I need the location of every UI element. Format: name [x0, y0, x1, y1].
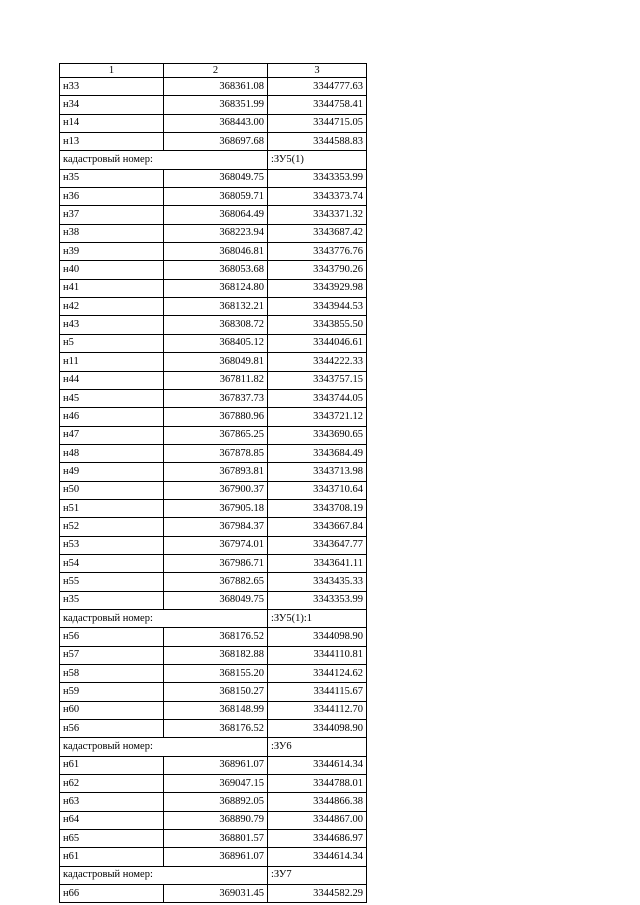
cadastral-label: кадастровый номер: [60, 151, 268, 169]
y-coordinate: 3344046.61 [268, 334, 367, 352]
y-coordinate: 3343721.12 [268, 408, 367, 426]
point-id: н40 [60, 261, 164, 279]
x-coordinate: 368405.12 [164, 334, 268, 352]
point-id: н56 [60, 720, 164, 738]
column-header-1: 1 [60, 64, 164, 78]
x-coordinate: 367878.85 [164, 444, 268, 462]
coordinate-row [60, 96, 367, 114]
point-id: н59 [60, 683, 164, 701]
y-coordinate: 3344115.67 [268, 683, 367, 701]
x-coordinate: 367984.37 [164, 518, 268, 536]
y-coordinate: 3343353.99 [268, 169, 367, 187]
x-coordinate: 368176.52 [164, 720, 268, 738]
coordinate-row [60, 389, 367, 407]
coordinate-row [60, 720, 367, 738]
y-coordinate: 3344588.83 [268, 133, 367, 151]
point-id: н57 [60, 646, 164, 664]
coordinate-row [60, 298, 367, 316]
point-id: н52 [60, 518, 164, 536]
y-coordinate: 3344777.63 [268, 78, 367, 96]
y-coordinate: 3344715.05 [268, 114, 367, 132]
point-id: н55 [60, 573, 164, 591]
cadastral-row [60, 151, 367, 169]
y-coordinate: 3344867.00 [268, 811, 367, 829]
y-coordinate: 3343690.65 [268, 426, 367, 444]
y-coordinate: 3343684.49 [268, 444, 367, 462]
y-coordinate: 3343944.53 [268, 298, 367, 316]
x-coordinate: 368892.05 [164, 793, 268, 811]
x-coordinate: 367880.96 [164, 408, 268, 426]
coordinate-row [60, 775, 367, 793]
y-coordinate: 3343435.33 [268, 573, 367, 591]
x-coordinate: 368132.21 [164, 298, 268, 316]
cadastral-row [60, 609, 367, 627]
x-coordinate: 368049.75 [164, 591, 268, 609]
y-coordinate: 3343744.05 [268, 389, 367, 407]
y-coordinate: 3343371.32 [268, 206, 367, 224]
coordinate-row [60, 371, 367, 389]
y-coordinate: 3343687.42 [268, 224, 367, 242]
x-coordinate: 368176.52 [164, 628, 268, 646]
x-coordinate: 368124.80 [164, 279, 268, 297]
coordinate-row [60, 279, 367, 297]
x-coordinate: 369047.15 [164, 775, 268, 793]
x-coordinate: 368148.99 [164, 701, 268, 719]
y-coordinate: 3344866.38 [268, 793, 367, 811]
point-id: н37 [60, 206, 164, 224]
coordinate-row [60, 573, 367, 591]
point-id: н39 [60, 243, 164, 261]
point-id: н34 [60, 96, 164, 114]
point-id: н51 [60, 499, 164, 517]
cadastral-number: :ЗУ6 [268, 738, 367, 756]
coordinate-row [60, 756, 367, 774]
point-id: н61 [60, 848, 164, 866]
point-id: н60 [60, 701, 164, 719]
x-coordinate: 368223.94 [164, 224, 268, 242]
coordinate-row [60, 481, 367, 499]
point-id: н35 [60, 591, 164, 609]
y-coordinate: 3343929.98 [268, 279, 367, 297]
coordinate-row [60, 848, 367, 866]
y-coordinate: 3343710.64 [268, 481, 367, 499]
coordinate-row [60, 683, 367, 701]
x-coordinate: 367865.25 [164, 426, 268, 444]
x-coordinate: 368182.88 [164, 646, 268, 664]
y-coordinate: 3344686.97 [268, 830, 367, 848]
point-id: н38 [60, 224, 164, 242]
y-coordinate: 3344614.34 [268, 756, 367, 774]
point-id: н14 [60, 114, 164, 132]
x-coordinate: 368059.71 [164, 188, 268, 206]
x-coordinate: 368890.79 [164, 811, 268, 829]
coordinate-row [60, 224, 367, 242]
cadastral-label: кадастровый номер: [60, 738, 268, 756]
point-id: н13 [60, 133, 164, 151]
coordinate-row [60, 646, 367, 664]
cadastral-row [60, 866, 367, 884]
x-coordinate: 368049.81 [164, 353, 268, 371]
coordinate-row [60, 463, 367, 481]
point-id: н53 [60, 536, 164, 554]
point-id: н5 [60, 334, 164, 352]
coordinate-row [60, 316, 367, 334]
x-coordinate: 368697.68 [164, 133, 268, 151]
y-coordinate: 3343641.11 [268, 554, 367, 572]
coordinate-row [60, 811, 367, 829]
point-id: н47 [60, 426, 164, 444]
coordinate-row [60, 518, 367, 536]
x-coordinate: 368064.49 [164, 206, 268, 224]
y-coordinate: 3343855.50 [268, 316, 367, 334]
cadastral-number: :ЗУ5(1):1 [268, 609, 367, 627]
y-coordinate: 3343713.98 [268, 463, 367, 481]
coordinate-row [60, 499, 367, 517]
coordinates-table-body [60, 64, 367, 903]
coordinate-row [60, 701, 367, 719]
x-coordinate: 368049.75 [164, 169, 268, 187]
coordinate-row [60, 536, 367, 554]
point-id: н63 [60, 793, 164, 811]
point-id: н43 [60, 316, 164, 334]
point-id: н58 [60, 665, 164, 683]
x-coordinate: 367974.01 [164, 536, 268, 554]
column-header-3: 3 [268, 64, 367, 78]
point-id: н49 [60, 463, 164, 481]
point-id: н45 [60, 389, 164, 407]
y-coordinate: 3344112.70 [268, 701, 367, 719]
cadastral-number: :ЗУ5(1) [268, 151, 367, 169]
x-coordinate: 367837.73 [164, 389, 268, 407]
y-coordinate: 3344788.01 [268, 775, 367, 793]
y-coordinate: 3344614.34 [268, 848, 367, 866]
x-coordinate: 368443.00 [164, 114, 268, 132]
coordinate-row [60, 665, 367, 683]
y-coordinate: 3343757.15 [268, 371, 367, 389]
x-coordinate: 368155.20 [164, 665, 268, 683]
coordinate-row [60, 188, 367, 206]
point-id: н41 [60, 279, 164, 297]
y-coordinate: 3344098.90 [268, 720, 367, 738]
point-id: н33 [60, 78, 164, 96]
point-id: н61 [60, 756, 164, 774]
coordinate-row [60, 334, 367, 352]
coordinate-row [60, 793, 367, 811]
y-coordinate: 3343667.84 [268, 518, 367, 536]
point-id: н42 [60, 298, 164, 316]
point-id: н66 [60, 885, 164, 903]
y-coordinate: 3343373.74 [268, 188, 367, 206]
coordinate-row [60, 114, 367, 132]
coordinate-row [60, 444, 367, 462]
x-coordinate: 368961.07 [164, 756, 268, 774]
x-coordinate: 367900.37 [164, 481, 268, 499]
coordinate-row [60, 206, 367, 224]
y-coordinate: 3343647.77 [268, 536, 367, 554]
coordinate-row [60, 408, 367, 426]
x-coordinate: 368046.81 [164, 243, 268, 261]
x-coordinate: 367893.81 [164, 463, 268, 481]
point-id: н50 [60, 481, 164, 499]
coordinate-row [60, 554, 367, 572]
point-id: н35 [60, 169, 164, 187]
y-coordinate: 3343708.19 [268, 499, 367, 517]
y-coordinate: 3344110.81 [268, 646, 367, 664]
y-coordinate: 3344098.90 [268, 628, 367, 646]
coordinate-row [60, 628, 367, 646]
point-id: н44 [60, 371, 164, 389]
coordinate-row [60, 591, 367, 609]
coordinate-row [60, 169, 367, 187]
x-coordinate: 367986.71 [164, 554, 268, 572]
coordinate-row [60, 830, 367, 848]
point-id: н65 [60, 830, 164, 848]
cadastral-label: кадастровый номер: [60, 866, 268, 884]
cadastral-label: кадастровый номер: [60, 609, 268, 627]
x-coordinate: 368961.07 [164, 848, 268, 866]
y-coordinate: 3344222.33 [268, 353, 367, 371]
x-coordinate: 368351.99 [164, 96, 268, 114]
coordinate-row [60, 353, 367, 371]
cadastral-number: :ЗУ7 [268, 866, 367, 884]
y-coordinate: 3344124.62 [268, 665, 367, 683]
coordinate-row [60, 243, 367, 261]
coordinate-row [60, 885, 367, 903]
point-id: н56 [60, 628, 164, 646]
x-coordinate: 369031.45 [164, 885, 268, 903]
coordinate-row [60, 78, 367, 96]
header-row [60, 64, 367, 78]
x-coordinate: 367811.82 [164, 371, 268, 389]
point-id: н62 [60, 775, 164, 793]
point-id: н48 [60, 444, 164, 462]
cadastral-row [60, 738, 367, 756]
x-coordinate: 368053.68 [164, 261, 268, 279]
point-id: н11 [60, 353, 164, 371]
coordinate-row [60, 133, 367, 151]
coordinates-table [59, 63, 367, 903]
x-coordinate: 367905.18 [164, 499, 268, 517]
x-coordinate: 368308.72 [164, 316, 268, 334]
y-coordinate: 3343353.99 [268, 591, 367, 609]
y-coordinate: 3344582.29 [268, 885, 367, 903]
point-id: н46 [60, 408, 164, 426]
x-coordinate: 368361.08 [164, 78, 268, 96]
point-id: н54 [60, 554, 164, 572]
y-coordinate: 3343776.76 [268, 243, 367, 261]
point-id: н64 [60, 811, 164, 829]
coordinate-row [60, 261, 367, 279]
x-coordinate: 368150.27 [164, 683, 268, 701]
column-header-2: 2 [164, 64, 268, 78]
y-coordinate: 3344758.41 [268, 96, 367, 114]
point-id: н36 [60, 188, 164, 206]
y-coordinate: 3343790.26 [268, 261, 367, 279]
x-coordinate: 368801.57 [164, 830, 268, 848]
coordinate-row [60, 426, 367, 444]
x-coordinate: 367882.65 [164, 573, 268, 591]
